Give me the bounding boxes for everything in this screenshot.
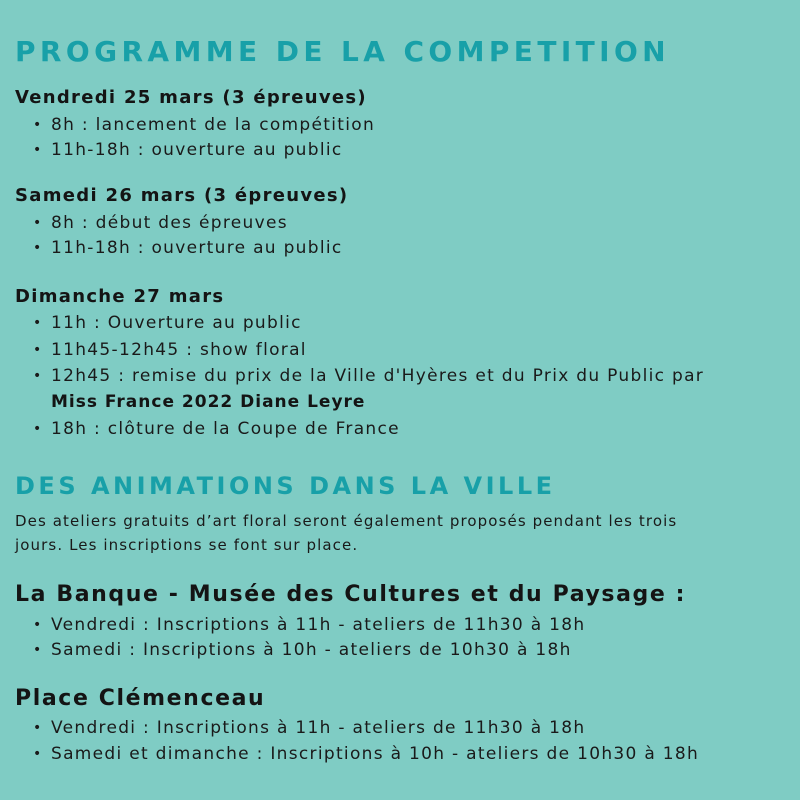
- programme-title: PROGRAMME DE LA COMPETITION: [15, 35, 671, 68]
- list-item: • 11h-18h : ouverture au public: [33, 238, 343, 258]
- list-item: • 8h : début des épreuves: [33, 213, 288, 233]
- bullet-icon: •: [33, 421, 43, 437]
- bullet-icon: •: [33, 617, 43, 633]
- day-heading-sunday: Dimanche 27 mars: [15, 286, 225, 307]
- list-item: • 11h : Ouverture au public: [33, 313, 302, 333]
- day-heading-saturday: Samedi 26 mars (3 épreuves): [15, 185, 349, 206]
- bullet-icon: •: [33, 315, 43, 331]
- bullet-icon: •: [33, 142, 43, 158]
- animations-title: DES ANIMATIONS DANS LA VILLE: [15, 472, 556, 500]
- venue-heading-la-banque: La Banque - Musée des Cultures et du Paysage :: [15, 582, 687, 607]
- bullet-icon: •: [33, 342, 43, 358]
- bullet-icon: •: [33, 240, 43, 256]
- bullet-icon: •: [33, 642, 43, 658]
- day-heading-friday: Vendredi 25 mars (3 épreuves): [15, 87, 367, 108]
- award-presenter: Miss France 2022 Diane Leyre: [51, 392, 366, 412]
- list-item: • 11h-18h : ouverture au public: [33, 140, 343, 160]
- bullet-icon: •: [33, 215, 43, 231]
- bullet-icon: •: [33, 720, 43, 736]
- list-item: • Vendredi : Inscriptions à 11h - ateliers de 11h30 à 18h: [33, 718, 586, 738]
- list-item: • 18h : clôture de la Coupe de France: [33, 419, 400, 439]
- bullet-icon: •: [33, 117, 43, 133]
- list-item: • Samedi : Inscriptions à 10h - ateliers de 10h30 à 18h: [33, 640, 572, 660]
- intro-line-2: jours. Les inscriptions se font sur place.: [15, 536, 359, 554]
- bullet-icon: •: [33, 368, 43, 384]
- list-item: • 12h45 : remise du prix de la Ville d'Hyères et du Prix du Public par: [33, 366, 705, 386]
- venue-heading-place-clemenceau: Place Clémenceau: [15, 686, 266, 711]
- bullet-icon: •: [33, 746, 43, 762]
- list-item: • 11h45-12h45 : show floral: [33, 340, 307, 360]
- list-item: • 8h : lancement de la compétition: [33, 115, 376, 135]
- intro-line-1: Des ateliers gratuits d’art floral seront également proposés pendant les trois: [15, 512, 678, 530]
- list-item: • Vendredi : Inscriptions à 11h - ateliers de 11h30 à 18h: [33, 615, 586, 635]
- list-item: • Samedi et dimanche : Inscriptions à 10h - ateliers de 10h30 à 18h: [33, 744, 700, 764]
